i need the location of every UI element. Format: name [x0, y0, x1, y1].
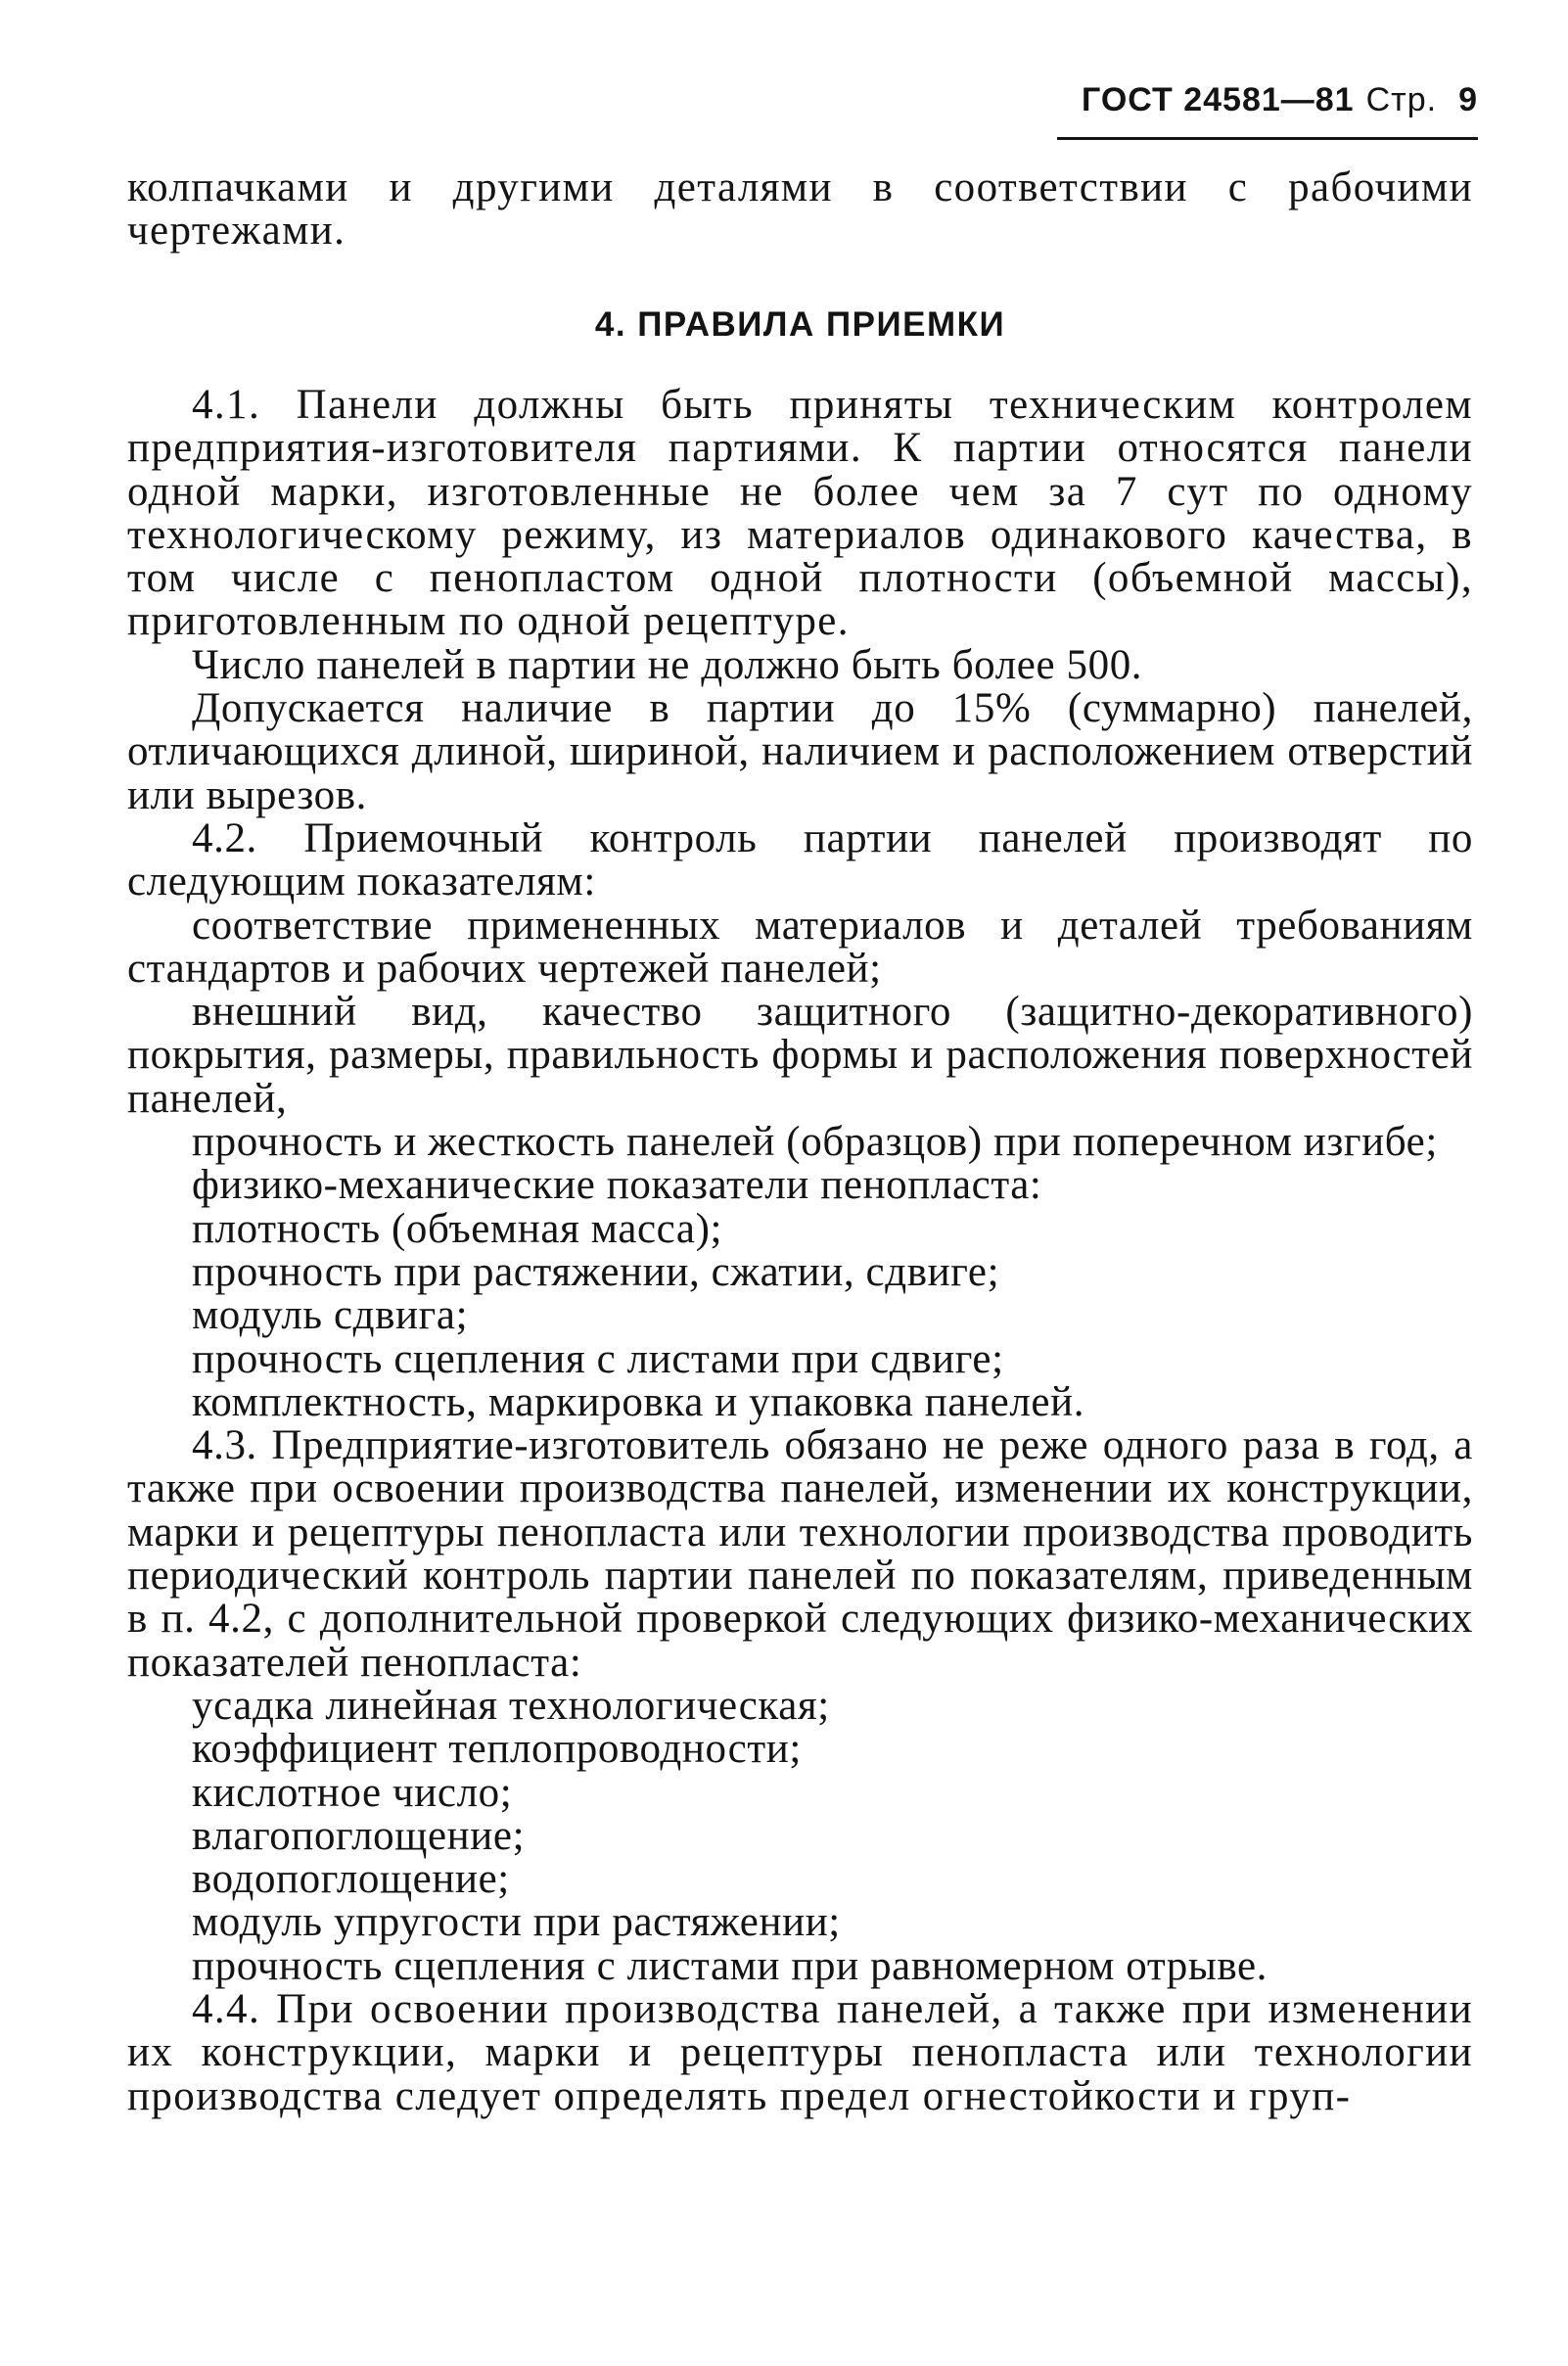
section-body: [127, 384, 1473, 2118]
list-item: водопоглощение;: [192, 1856, 510, 1903]
paragraph-4-2: 4.2. Приемочный контроль партии панелей производят по следующим показателям:: [127, 814, 1473, 905]
page-number: 9: [1458, 81, 1478, 118]
paragraph-batch-size: Число панелей в партии не должно быть более 500.: [192, 641, 1143, 688]
section-title: 4. ПРАВИЛА ПРИЕМКИ: [594, 305, 1006, 344]
list-item: плотность (объемная масса);: [192, 1205, 723, 1252]
list-item: влагопоглощение;: [192, 1812, 526, 1859]
page-header: [1057, 80, 1478, 140]
page-label: Стр.: [1365, 81, 1438, 118]
paragraph-4-3: 4.3. Предприятие-изготовитель обязано не реже одного раза в год, а также при освоении производства панелей, изменении их конструкции, марки и рецептуры пенопласта или технологии производства проводить периодический контроль партии панелей по показателям, приведенным в п. 4.2, с дополнительной проверкой следующих физико-механических показателей пенопласта:: [127, 1422, 1473, 1686]
continued-text: колпачками и другими деталями в соответствии с рабочими чертежами.: [127, 164, 1473, 255]
list-item: усадка линейная технологическая;: [192, 1682, 830, 1729]
list-item: модуль упругости при растяжении;: [192, 1899, 841, 1946]
list-item: физико-механические показатели пенопласта:: [192, 1162, 1042, 1209]
list-item: прочность и жесткость панелей (образцов) при поперечном изгибе;: [192, 1119, 1438, 1166]
list-item: прочность при растяжении, сжатии, сдвиге;: [192, 1248, 1000, 1295]
list-item: внешний вид, качество защитного (защитно-декоративного) покрытия, размеры, правильность формы и расположения поверхностей панелей,: [127, 989, 1473, 1122]
list-item: прочность сцепления с листами при равномерном отрыве.: [192, 1942, 1268, 1989]
list-item: прочность сцепления с листами при сдвиге;: [192, 1335, 1004, 1382]
paragraph-4-1: 4.1. Панели должны быть приняты техническим контролем предприятия-изготовителя партиями. К партии относятся панели одной марки, изготовленные не более чем за 7 сут по одному технологическому режиму, из материалов одинакового качества, в том числе с пенопластом одной плотности (объемной массы), приготовленным по одной рецептуре.: [127, 382, 1473, 645]
standard-number: ГОСТ 24581—81: [1082, 81, 1355, 118]
list-item: коэффициент теплопроводности;: [192, 1726, 802, 1773]
list-item: комплектность, маркировка и упаковка панелей.: [192, 1378, 1085, 1425]
list-item: кислотное число;: [192, 1769, 513, 1816]
paragraph-tolerance: Допускается наличие в партии до 15% (суммарно) панелей, отличающихся длиной, шириной, наличием и расположением отверстий или вырезов.: [127, 685, 1473, 818]
list-item: модуль сдвига;: [192, 1292, 469, 1339]
list-item: соответствие примененных материалов и деталей требованиям стандартов и рабочих чертежей панелей;: [127, 902, 1473, 992]
paragraph-4-4: 4.4. При освоении производства панелей, а также при изменении их конструкции, марки и рецептуры пенопласта или технологии производства следует определять предел огнестойкости и груп-: [127, 1985, 1473, 2119]
